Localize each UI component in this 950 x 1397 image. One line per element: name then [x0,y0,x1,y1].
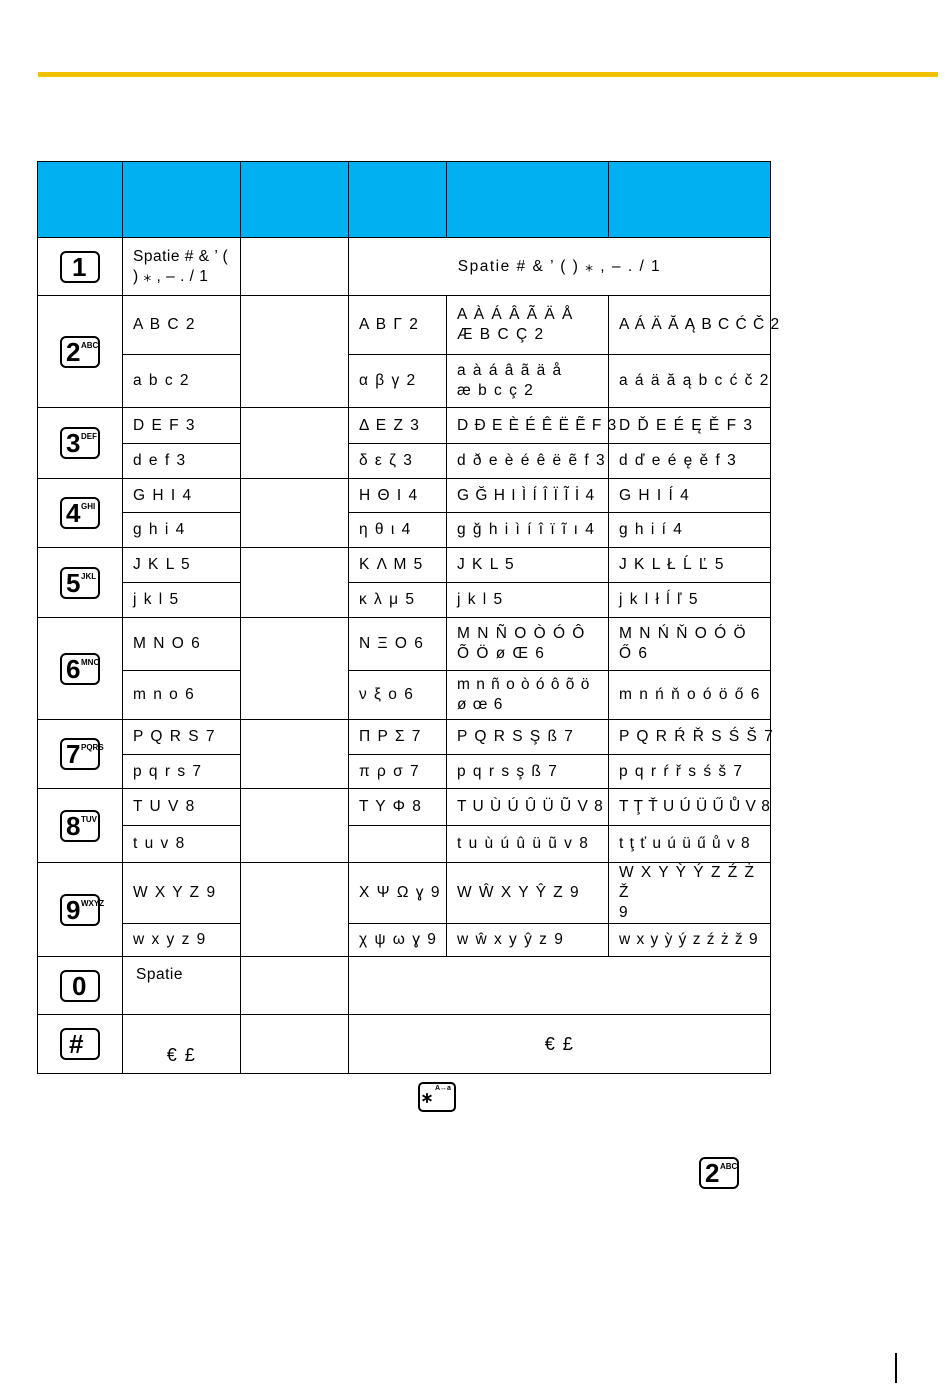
table-cell: m n o 6 [123,671,241,720]
table-cell [241,479,349,548]
table-row [38,479,771,513]
table-cell: Spatie # & ’ ( ) ⁎ , – . / 1 [123,238,241,296]
table-cell: T U Ù Ú Û Ü Ũ V 8 [447,789,609,826]
table-cell: p q r s ş ß 7 [447,755,609,789]
table-cell [349,957,771,1015]
header-cell [241,162,349,238]
table-cell [241,618,349,720]
table-cell: G H I Í 4 [609,479,771,513]
key-cell [38,720,123,789]
table-cell [241,789,349,863]
table-cell: p q r ŕ ř s ś š 7 [609,755,771,789]
table-cell: D Ď E É Ę Ě F 3 [609,408,771,444]
table-cell: χ ψ ω ɣ 9 [349,924,447,957]
table-cell: Π Ρ Σ 7 [349,720,447,755]
table-cell: T Y Φ 8 [349,789,447,826]
key-0-icon: 0 [60,970,100,1002]
key-2-icon: 2 ABC [699,1157,739,1189]
table-row [38,355,771,408]
table-cell: p q r s 7 [123,755,241,789]
table-cell: P Q R Ŕ Ř S Ś Š 7 [609,720,771,755]
header-cell [609,162,771,238]
table-row [38,513,771,548]
table-row [38,755,771,789]
key-9-icon: 9 WXYZ [60,894,100,926]
table-cell: X Ψ Ω ɣ 9 [349,863,447,924]
table-cell: A À Á Â Ã Ä Å Æ B C Ç 2 [447,296,609,355]
key-7-icon: 7 PQRS [60,738,100,770]
key-cell [38,1015,123,1074]
table-cell: η θ ι 4 [349,513,447,548]
table-cell: d e f 3 [123,444,241,479]
character-table [37,161,781,1074]
table-cell: ν ξ ο 6 [349,671,447,720]
table-row [38,924,771,957]
table-cell: J K L Ł Ĺ Ľ 5 [609,548,771,583]
key-1-icon: 1 [60,251,100,283]
table-cell: a à á â ã ä å æ b c ç 2 [447,355,609,408]
table-row [38,408,771,444]
header-cell [38,162,123,238]
table-row [38,238,771,296]
header-cell [349,162,447,238]
table-row [38,957,771,1015]
key-6-icon: 6 MNO [60,653,100,685]
star-case-key-icon: ⁎ A↔a [418,1082,456,1112]
table-cell: M N Ń Ň O Ó Ö Ő 6 [609,618,771,671]
table-cell: A B C 2 [123,296,241,355]
table-cell [349,826,447,863]
table-cell: W X Y Ỳ Ý Z Ź Ż Ž 9 [609,863,771,924]
key-5-icon: 5 JKL [60,567,100,599]
key-2-icon: 2 ABC [60,336,100,368]
page-edge-mark [895,1353,897,1383]
table-cell: Spatie [123,957,241,1015]
key-hash-icon: # [60,1028,100,1060]
table-cell: d ð e è é ê ë ẽ f 3 [447,444,609,479]
header-cell [447,162,609,238]
table-cell [241,548,349,618]
table-cell: d ď e é ę ě f 3 [609,444,771,479]
table-row [38,863,771,924]
table-cell: K Λ M 5 [349,548,447,583]
table-cell [241,863,349,957]
table-row [38,618,771,671]
table-row [38,671,771,720]
table-cell: T U V 8 [123,789,241,826]
table-cell: π ρ σ 7 [349,755,447,789]
key-cell [38,863,123,957]
table-cell: € £ [123,1015,241,1074]
table-cell: D Đ E È É Ê Ë Ẽ F 3 [447,408,609,444]
table-cell: a á ä ă ą b c ć č 2 [609,355,771,408]
table-cell: M N Ñ O Ò Ó Ô Õ Ö ø Œ 6 [447,618,609,671]
table-cell: Spatie # & ’ ( ) ⁎ , – . / 1 [349,238,771,296]
table-cell: g ğ h i ì í î ï ĩ ı 4 [447,513,609,548]
table-cell: m n ń ň o ó ö ő 6 [609,671,771,720]
table-row [38,444,771,479]
table-row [38,826,771,863]
table-cell: H Θ I 4 [349,479,447,513]
table-header-row [38,162,771,238]
table-cell: t ţ ť u ú ü ű ů v 8 [609,826,771,863]
table-cell: w x y z 9 [123,924,241,957]
table-cell: κ λ μ 5 [349,583,447,618]
table-cell: A Á Ä Ă Ą B C Ć Č 2 [609,296,771,355]
table-cell: g h i í 4 [609,513,771,548]
table-cell: w x y ỳ ý z ź ż ž 9 [609,924,771,957]
table-cell: Δ E Z 3 [349,408,447,444]
table-cell: a b c 2 [123,355,241,408]
table-cell: t u v 8 [123,826,241,863]
table-row [38,789,771,826]
table-cell: j k l ł ĺ ľ 5 [609,583,771,618]
table-row [38,720,771,755]
table-row [38,296,771,355]
table-cell: g h i 4 [123,513,241,548]
table-cell: j k l 5 [123,583,241,618]
table-cell: T Ţ Ť U Ú Ü Ű Ů V 8 [609,789,771,826]
key-cell [38,479,123,548]
key-cell [38,548,123,618]
table-cell: W Ŵ X Y Ŷ Z 9 [447,863,609,924]
key-8-icon: 8 TUV [60,810,100,842]
table-cell: G Ğ H I Ì Í Î Ï Ĩ İ 4 [447,479,609,513]
table-cell: N Ξ Ο 6 [349,618,447,671]
table-cell: α β γ 2 [349,355,447,408]
table-cell: G H I 4 [123,479,241,513]
table-row [38,583,771,618]
table-cell [241,296,349,408]
table-cell: W X Y Z 9 [123,863,241,924]
table-row [38,548,771,583]
table-cell: P Q R S Ş ß 7 [447,720,609,755]
key-cell [38,618,123,720]
table-cell: t u ù ú û ü ũ v 8 [447,826,609,863]
table-cell: D E F 3 [123,408,241,444]
key-cell [38,789,123,863]
table-cell: A B Γ 2 [349,296,447,355]
table-row [38,1015,771,1074]
table-cell: δ ε ζ 3 [349,444,447,479]
top-accent-rule [38,72,938,77]
header-cell [123,162,241,238]
table-cell [241,720,349,789]
table-cell: J K L 5 [123,548,241,583]
key-3-icon: 3 DEF [60,427,100,459]
table-cell: w ŵ x y ŷ z 9 [447,924,609,957]
table-cell [241,1015,349,1074]
table-cell: € £ [349,1015,771,1074]
table-cell: j k l 5 [447,583,609,618]
key-4-icon: 4 GHI [60,497,100,529]
key-cell [38,957,123,1015]
key-cell [38,296,123,408]
table-cell [241,238,349,296]
table-cell [241,408,349,479]
table-cell: M N O 6 [123,618,241,671]
table-cell [241,957,349,1015]
table-cell: J K L 5 [447,548,609,583]
table-cell: P Q R S 7 [123,720,241,755]
key-cell [38,408,123,479]
table-cell: m n ñ o ò ó ô õ ö ø œ 6 [447,671,609,720]
key-cell [38,238,123,296]
